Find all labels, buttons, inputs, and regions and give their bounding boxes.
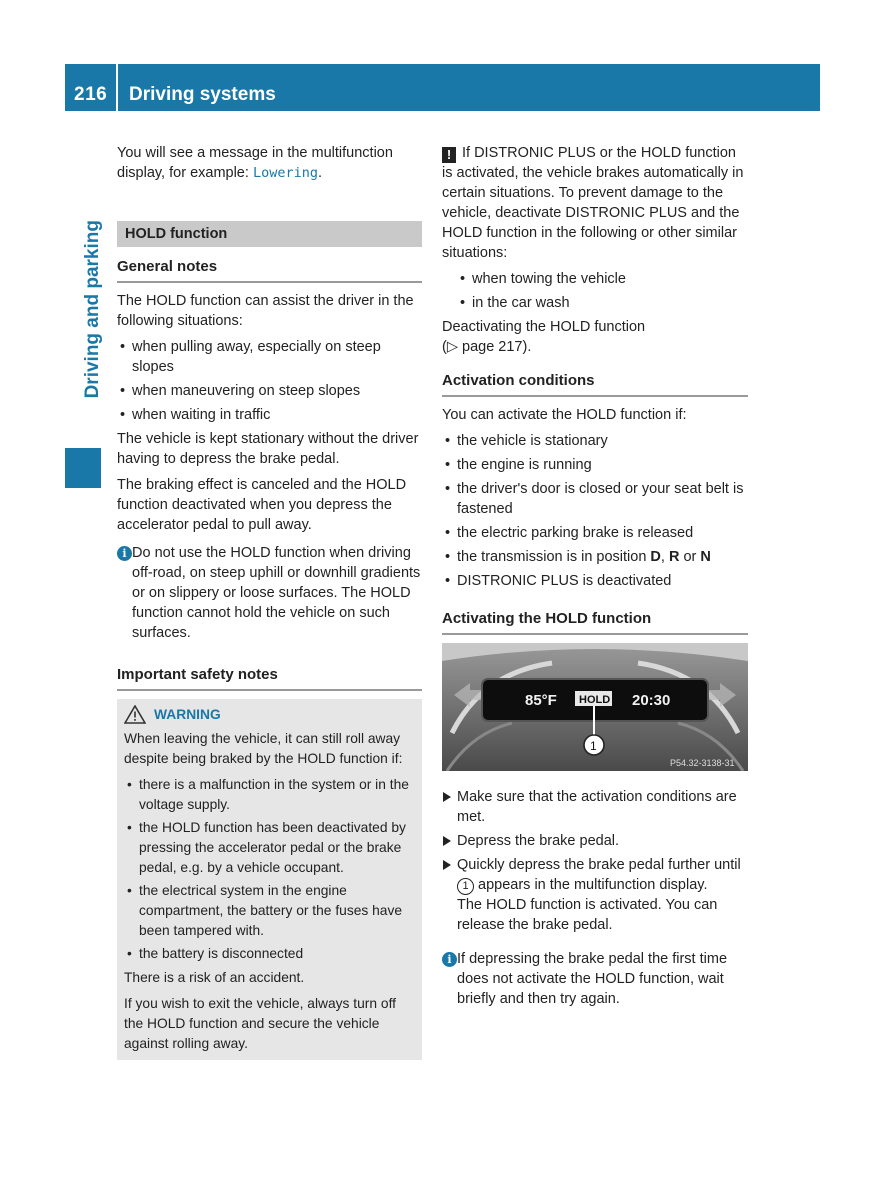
deactivating-text: Deactivating the HOLD function (442, 319, 646, 335)
offroad-info-note: i Do not use the HOLD function when driving off-road, on steep uphill or downhill gradients or on slippery or loose surfaces. The HOLD function cannot hold the vehicle on such surfaces. (117, 543, 422, 643)
step-item: Depress the brake pedal. (442, 831, 748, 851)
list-item: • the vehicle is stationary (442, 431, 748, 451)
list-item: • when waiting in traffic (117, 405, 422, 425)
step-item: Quickly depress the brake pedal further until 1 appears in the multifunction display. The HOLD function is activated. You can release the brake pedal. (442, 855, 748, 935)
header-divider (116, 64, 118, 111)
conditions-list (442, 431, 748, 591)
warning-text: When leaving the vehicle, it can still roll away despite being braked by the HOLD function if: (124, 731, 403, 766)
page-number: 216 (74, 84, 108, 105)
list-item: • in the car wash (457, 293, 748, 313)
stationary-text: The vehicle is kept stationary without the driver having to depress the brake pedal. (117, 431, 419, 467)
activation-text: You can activate the HOLD function if: (442, 407, 687, 423)
chapter-title: Driving systems (129, 84, 276, 105)
deactivating-page-ref: (▷ page 217). (442, 339, 532, 355)
general-text: The HOLD function can assist the driver in the following situations: (117, 293, 414, 329)
display-temperature: 85°F (525, 692, 557, 709)
figure-code: P54.32-3138-31 (670, 758, 735, 768)
accident-text: There is a risk of an accident. (124, 970, 305, 985)
warning-list (124, 775, 415, 964)
exit-text: If you wish to exit the vehicle, always turn off the HOLD function and secure the vehicle against rolling away. (124, 996, 396, 1051)
info-icon: i (442, 952, 457, 967)
subheading-safety-notes: Important safety notes (117, 665, 422, 691)
list-item: • the battery is disconnected (124, 944, 415, 964)
left-column (117, 143, 422, 1060)
warning-box (117, 699, 422, 1060)
distronic-list (457, 269, 748, 313)
braking-text: The braking effect is canceled and the HOLD function deactivated when you depress the accelerator pedal to pull away. (117, 477, 407, 533)
list-item: • the transmission is in position D, R or N (442, 547, 748, 567)
callout-ref: 1 (457, 878, 474, 895)
warning-triangle-icon (124, 705, 146, 724)
general-list (117, 337, 422, 425)
display-message-code: Lowering (252, 165, 318, 181)
list-item: • the engine is running (442, 455, 748, 475)
intro-paragraph: You will see a message in the multifunction display, for example: Lowering. (117, 145, 393, 181)
steps-list (442, 787, 748, 935)
list-item: • when towing the vehicle (457, 269, 748, 289)
exclamation-icon: ! (442, 147, 456, 163)
display-hold-indicator: HOLD (579, 694, 611, 706)
list-item: • when pulling away, especially on steep slopes (117, 337, 422, 377)
distronic-note: ! If DISTRONIC PLUS or the HOLD function is activated, the vehicle brakes automatically in certain situations. To prevent damage to the vehicle, deactivate DISTRONIC PLUS and the HOLD function in the following or other similar situations: (442, 145, 744, 261)
list-item: • there is a malfunction in the system or in the voltage supply. (124, 775, 415, 815)
step-result: The HOLD function is activated. You can release the brake pedal. (457, 897, 718, 933)
subheading-activating-hold: Activating the HOLD function (442, 609, 748, 635)
side-tab-marker (65, 448, 101, 488)
list-item: • the driver's door is closed or your seat belt is fastened (442, 479, 748, 519)
final-info-note: i If depressing the brake pedal the first time does not activate the HOLD function, wait briefly and then try again. (442, 949, 748, 1009)
subheading-activation-conditions: Activation conditions (442, 371, 748, 397)
right-column (442, 143, 748, 1009)
callout-number: 1 (590, 739, 597, 753)
display-illustration (442, 643, 748, 771)
list-item: • DISTRONIC PLUS is deactivated (442, 571, 748, 591)
side-tab-label: Driving and parking (82, 220, 103, 399)
list-item: • when maneuvering on steep slopes (117, 381, 422, 401)
info-icon: i (117, 546, 132, 561)
display-time: 20:30 (632, 692, 671, 709)
list-item: • the electric parking brake is released (442, 523, 748, 543)
list-item: • the electrical system in the engine compartment, the battery or the fuses have been tampered with. (124, 881, 415, 941)
subheading-general-notes: General notes (117, 257, 422, 283)
warning-title: WARNING (124, 705, 415, 725)
step-item: Make sure that the activation conditions are met. (442, 787, 748, 827)
list-item: • the HOLD function has been deactivated by pressing the accelerator pedal or the brake pedal, e.g. by a vehicle occupant. (124, 818, 415, 878)
section-heading-hold: HOLD function (117, 221, 422, 247)
multifunction-display-figure (442, 643, 748, 771)
